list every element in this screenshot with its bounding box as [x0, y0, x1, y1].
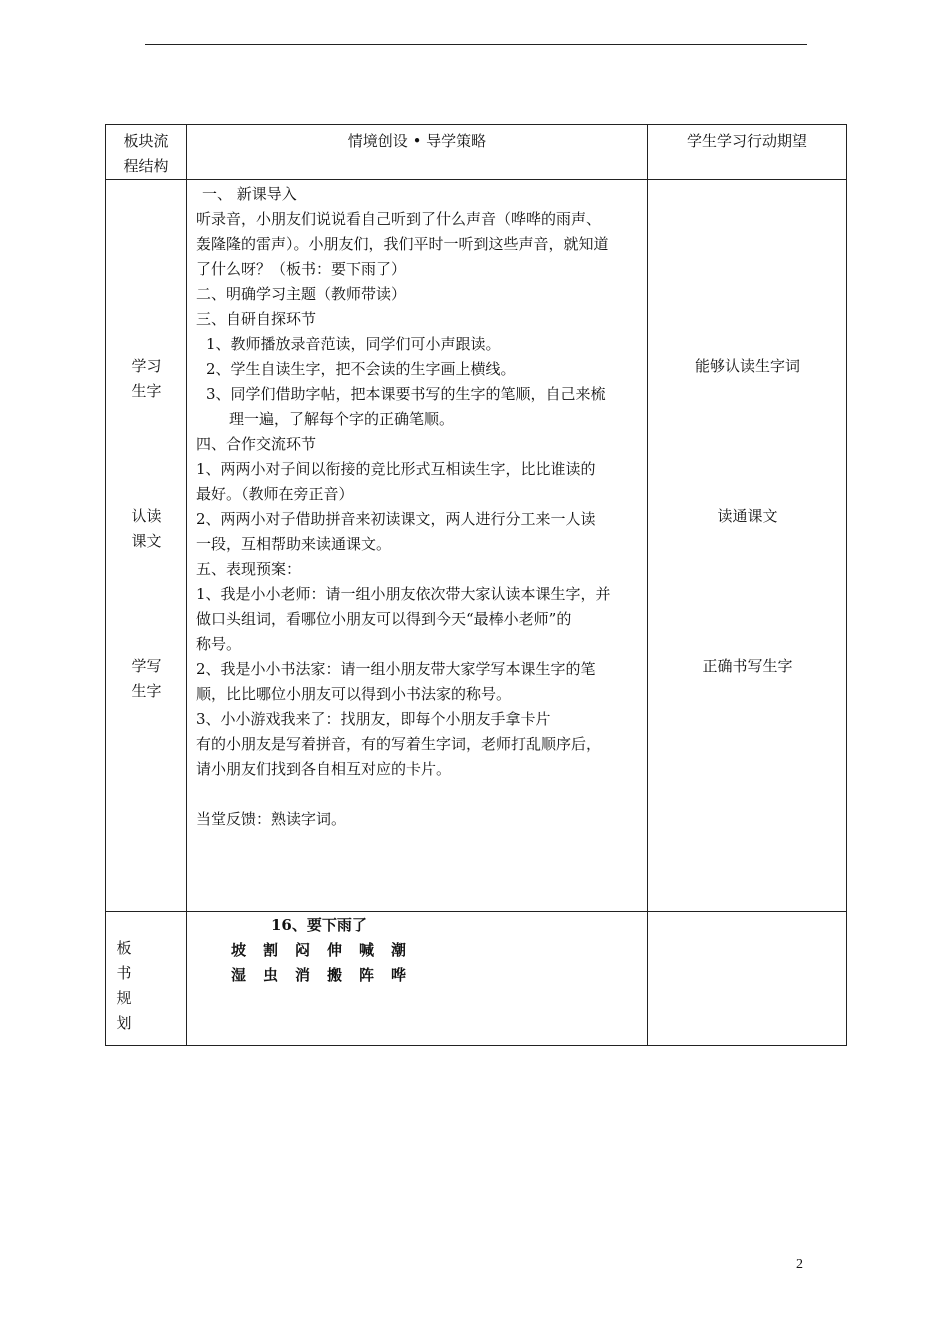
- lesson-plan-table: [105, 124, 847, 1046]
- board-label-char: 书: [116, 964, 132, 982]
- section-label-learn-characters: [106, 354, 187, 404]
- board-label-char: 划: [116, 1014, 132, 1032]
- content-line: 称号。: [196, 635, 242, 653]
- content-line: 请小朋友们找到各自相互对应的卡片。: [196, 760, 452, 778]
- content-line: 做口头组词，看哪位小朋友可以得到今天“最棒小老师”的: [196, 610, 572, 628]
- content-line: 四、合作交流环节: [196, 435, 317, 453]
- board-content-cell: [187, 912, 648, 1046]
- header-rule: [145, 44, 807, 45]
- board-plan-row: [106, 912, 847, 1046]
- board-char: 潮: [391, 941, 407, 959]
- section-label-line: 学习: [131, 357, 162, 375]
- board-label: [106, 936, 142, 1036]
- main-content-row: [106, 180, 847, 912]
- board-char: 湿: [231, 966, 247, 984]
- board-char: 坡: [231, 941, 247, 959]
- board-chars-row2: [187, 963, 647, 988]
- header-structure-cell: [106, 125, 187, 180]
- header-expectation-cell: [648, 125, 847, 180]
- expectation-write: 正确书写生字: [702, 657, 793, 675]
- section-label-line: 生字: [131, 682, 162, 700]
- content-line: 有的小朋友是写着拼音，有的写着生字词，老师打乱顺序后，: [196, 735, 602, 753]
- board-char: 喊: [359, 941, 375, 959]
- content-line: 1、两两小对子间以衔接的竞比形式互相读生字，比比谁读的: [196, 460, 596, 478]
- board-char: 哗: [391, 966, 407, 984]
- header-structure-line1: 板块流: [123, 132, 169, 150]
- board-char: 消: [295, 966, 311, 984]
- content-line: 2、我是小小书法家：请一组小朋友带大家学写本课生字的笔: [196, 660, 596, 678]
- board-empty-cell: [648, 912, 847, 1046]
- board-label-cell: [106, 912, 187, 1046]
- header-strategy-cell: [187, 125, 648, 180]
- strategy-content-cell: [187, 180, 648, 912]
- content-line: 3、小小游戏我来了：找朋友，即每个小朋友手拿卡片: [196, 710, 551, 728]
- section-label-line: 生字: [131, 382, 162, 400]
- content-line: 听录音，小朋友们说说看自己听到了什么声音（哗哗的雨声、: [196, 210, 602, 228]
- content-line: 轰隆隆的雷声）。小朋友们，我们平时一听到这些声音，就知道: [196, 235, 609, 253]
- expectation-recognize: 能够认读生字词: [694, 357, 800, 375]
- board-chars-row1: [187, 938, 647, 963]
- board-title: 16、要下雨了: [271, 916, 367, 934]
- content-line: 最好。（教师在旁正音）: [196, 485, 354, 503]
- section-label-line: 课文: [131, 532, 162, 550]
- board-char: 伸: [327, 941, 343, 959]
- content-line: 三、自研自探环节: [196, 310, 317, 328]
- board-char: 虫: [263, 966, 279, 984]
- header-structure-line2: 程结构: [123, 157, 169, 175]
- expectation-read: 读通课文: [717, 507, 778, 525]
- expectation-cell: [648, 180, 847, 912]
- page-number: 2: [796, 1257, 803, 1272]
- content-line: 1、教师播放录音范读，同学们可小声跟读。: [206, 335, 501, 353]
- content-line: 五、表现预案：: [196, 560, 302, 578]
- content-line: 了什么呀？（板书：要下雨了）: [196, 260, 407, 278]
- content-line: 二、明确学习主题（教师带读）: [196, 285, 407, 303]
- board-char: 搬: [327, 966, 343, 984]
- board-char: 割: [263, 941, 279, 959]
- table-header-row: [106, 125, 847, 180]
- content-line: 1、我是小小老师：请一组小朋友依次带大家认读本课生字，并: [196, 585, 611, 603]
- section-label-read-text: [106, 504, 187, 554]
- board-char: 阵: [359, 966, 375, 984]
- content-line: 理一遍，了解每个字的正确笔顺。: [229, 410, 455, 428]
- feedback-line: 当堂反馈：熟读字词。: [196, 810, 347, 828]
- content-line: 3、同学们借助字帖，把本课要书写的生字的笔顺，自己来梳: [206, 385, 606, 403]
- section-label-line: 学写: [131, 657, 162, 675]
- section-labels-cell: [106, 180, 187, 912]
- content-line: 一、 新课导入: [202, 185, 297, 203]
- board-label-char: 板: [116, 939, 132, 957]
- header-strategy-label: 情境创设 • 导学策略: [347, 132, 487, 150]
- content-line: 2、两两小对子借助拼音来初读课文，两人进行分工来一人读: [196, 510, 596, 528]
- header-expectation-label: 学生学习行动期望: [686, 132, 807, 150]
- content-line: 一段，互相帮助来读通课文。: [196, 535, 392, 553]
- board-char: 闷: [295, 941, 311, 959]
- board-label-char: 规: [116, 989, 132, 1007]
- content-line: 2、学生自读生字，把不会读的生字画上横线。: [206, 360, 516, 378]
- blank-line: [196, 782, 641, 807]
- content-line: 顺，比比哪位小朋友可以得到小书法家的称号。: [196, 685, 512, 703]
- section-label-line: 认读: [131, 507, 162, 525]
- section-label-write-characters: [106, 654, 187, 704]
